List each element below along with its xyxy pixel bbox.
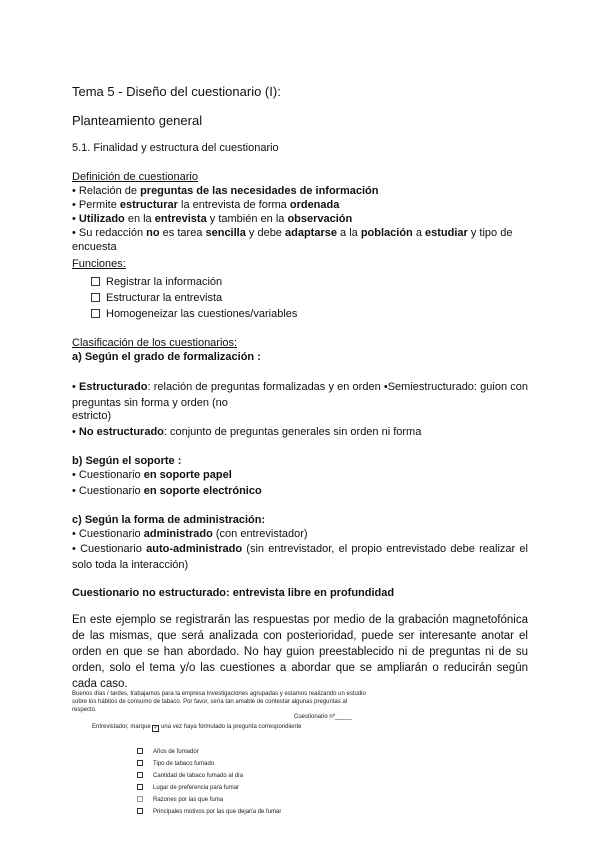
clasificacion-b-item-2: • Cuestionario en soporte electrónico <box>72 485 262 497</box>
page-title: Tema 5 - Diseño del cuestionario (I): <box>72 84 281 99</box>
clasificacion-heading: Clasificación de los cuestionarios: <box>72 337 238 349</box>
mini-form-item[interactable]: Lugar de preferencia para fumar <box>137 784 239 791</box>
mini-form-item[interactable]: Cantidad de tabaco fumado al día <box>137 772 243 779</box>
clasificacion-c-item-2: • Cuestionario auto-administrado (sin entrevistador, el propio entrevistado debe realizar el solo toda la interacción) <box>72 543 528 571</box>
checkbox-icon[interactable] <box>137 784 143 790</box>
definicion-heading: Definición de cuestionario <box>72 171 198 183</box>
clasificacion-a-item-1-cont: estricto) <box>72 410 112 422</box>
definicion-bullet-3: • Utilizado en la entrevista y también en la observación <box>72 213 353 225</box>
subsection-heading: 5.1. Finalidad y estructura del cuestionario <box>72 142 279 154</box>
mini-form-item[interactable]: Tipo de tabaco fumado <box>137 760 214 767</box>
checkmark-icon: ✓ <box>153 725 159 731</box>
checkbox-icon[interactable] <box>137 796 143 802</box>
funcion-item-3[interactable]: Homogeneizar las cuestiones/variables <box>91 307 297 321</box>
mini-form-entrevistador: Entrevistador, marque ✓ una vez haya formulado la pregunta correspondiente <box>92 724 302 731</box>
definicion-bullet-4: • Su redacción no es tarea sencilla y debe adaptarse a la población a estudiar y tipo de encuesta <box>72 227 513 253</box>
mini-form-item[interactable]: Años de fumador <box>137 748 199 755</box>
mini-form-intro: Buenos días / tardes, trabajamos para la empresa Investigaciones agrupadas y estamos realizando un estudio sobre los hábitos de consumo de tabaco. Por favor, sería tan amable de contestar algunas preguntas al respecto. <box>72 691 366 713</box>
clasificacion-a-item-2: • No estructurado: conjunto de preguntas generales sin orden ni forma <box>72 426 422 438</box>
definicion-bullet-2: • Permite estructurar la entrevista de forma ordenada <box>72 199 340 211</box>
checkbox-icon[interactable] <box>137 772 143 778</box>
funcion-item-2[interactable]: Estructurar la entrevista <box>91 291 222 305</box>
mini-form-cuestionario: Cuestionario nº_____ <box>294 714 352 720</box>
clasificacion-c-heading: c) Según la forma de administración: <box>72 514 266 526</box>
clasificacion-b-item-1: • Cuestionario en soporte papel <box>72 469 232 481</box>
checkbox-icon[interactable] <box>137 748 143 754</box>
checkbox-icon[interactable] <box>91 293 100 302</box>
clasificacion-c-item-1: • Cuestionario administrado (con entrevistador) <box>72 528 308 540</box>
checkbox-icon[interactable] <box>91 309 100 318</box>
checkbox-icon[interactable] <box>91 277 100 286</box>
clasificacion-a-item-1: • Estructurado: relación de preguntas formalizadas y en orden •Semiestructurado: guion con preguntas sin forma y orden (no <box>72 381 528 409</box>
clasificacion-b-heading: b) Según el soporte : <box>72 455 182 467</box>
checkbox-icon[interactable] <box>137 760 143 766</box>
no-estructurado-heading: Cuestionario no estructurado: entrevista libre en profundidad <box>72 587 395 599</box>
clasificacion-a-heading: a) Según el grado de formalización : <box>72 351 261 363</box>
funcion-item-1[interactable]: Registrar la información <box>91 275 222 289</box>
definicion-bullet-1: • Relación de preguntas de las necesidades de información <box>72 185 379 197</box>
mini-form-item[interactable]: Principales motivos por las que dejaría de fumar <box>137 808 281 815</box>
checkbox-icon[interactable] <box>137 808 143 814</box>
no-estructurado-paragraph: En este ejemplo se registrarán las respuestas por medio de la grabación magnetofónica de las mismas, que será analizada con posterioridad, puede ser interesante anotar el orden en que se han abordado. No hay guion preestablecido ni de preguntas ni de su orden, solo el tema y/o las cuestiones a abordar que se ampliarán o reducirán según cada caso. <box>72 614 528 690</box>
mini-form-item[interactable]: Razones por las que fuma <box>137 796 223 803</box>
section-heading: Planteamiento general <box>72 113 203 128</box>
funciones-heading: Funciones: <box>72 258 126 270</box>
